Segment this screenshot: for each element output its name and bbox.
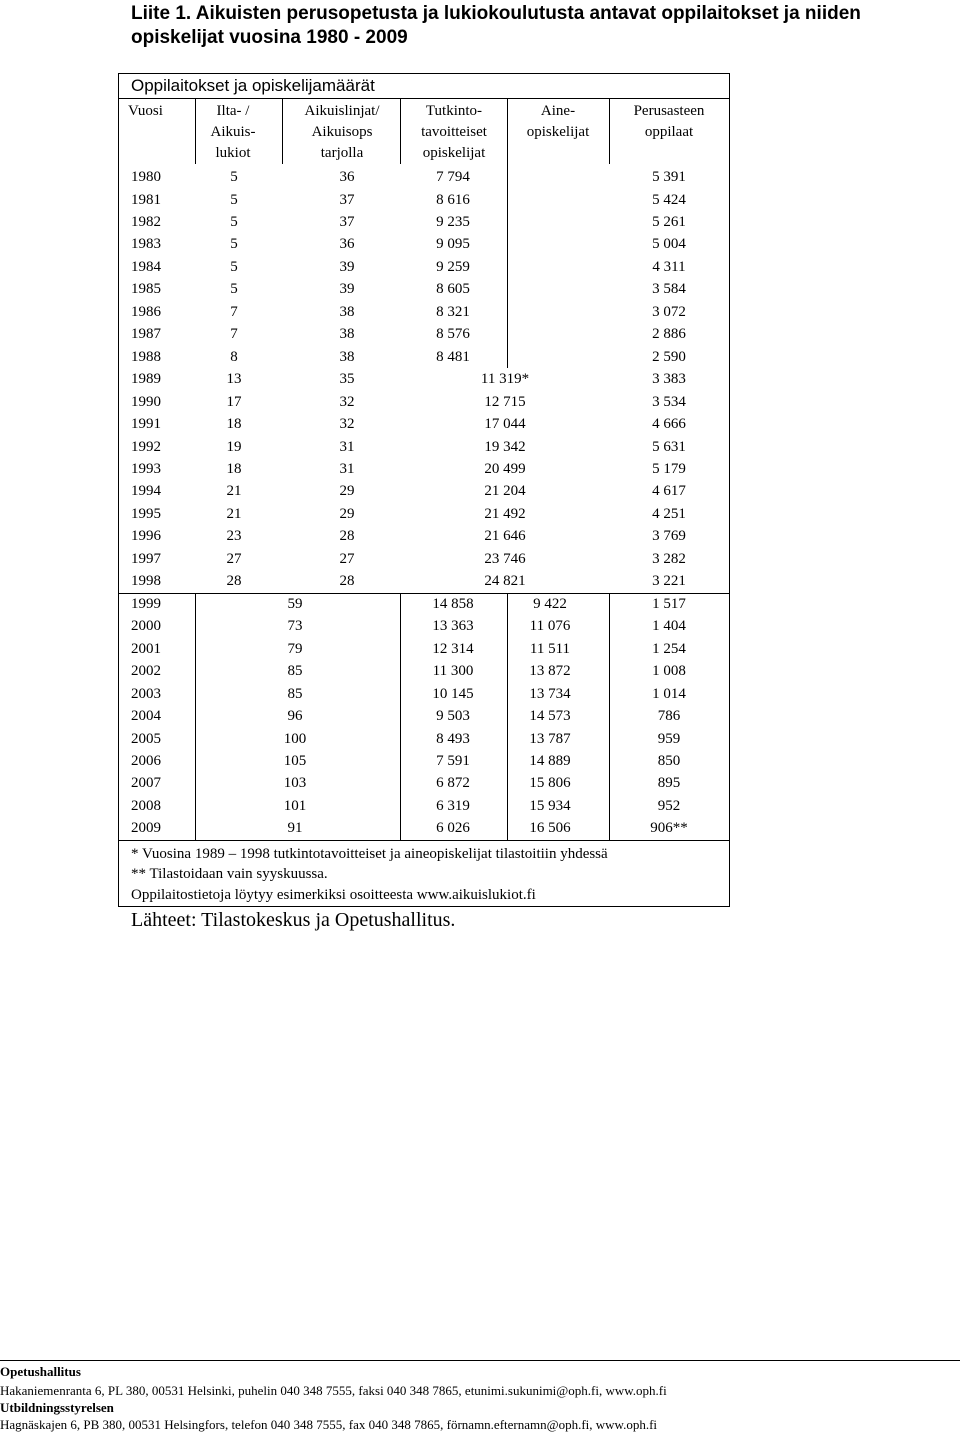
- cell-year: 1987: [131, 326, 161, 343]
- cell-aineopiskelijat: 15 934: [529, 797, 571, 814]
- cell-ilta-aikuislukiot: 27: [226, 550, 242, 567]
- cell-aikuislinjat: 31: [339, 461, 355, 477]
- cell-aikuislinjat: 38: [339, 326, 355, 343]
- cell-aineopiskelijat: 13 734: [529, 685, 571, 702]
- cell-combined-students: 21 492: [484, 505, 526, 522]
- document-title: [131, 2, 931, 50]
- cell-aikuislinjat: 29: [339, 483, 355, 500]
- cell-oppilaitokset-total: 101: [283, 797, 307, 814]
- header-tutkintotavoitteiset: Tutkinto- tavoitteiset opiskelijat: [421, 103, 487, 161]
- cell-aineopiskelijat: 13 787: [529, 730, 571, 747]
- cell-aineopiskelijat: 9 422: [533, 595, 567, 612]
- footer-address-fi: Hakaniemenranta 6, PL 380, 00531 Helsinki, puhelin 040 348 7555, faksi 040 348 7865, etunimi.sukunimi@oph.fi, www.oph.fi: [0, 1383, 667, 1398]
- footer-address-sv: Hagnäskajen 6, PB 380, 00531 Helsingfors, telefon 040 348 7555, fax 040 348 7865, förnamn.efternamn@oph.fi, www.oph.fi: [0, 1417, 658, 1432]
- cell-oppilaitokset-total: 79: [287, 640, 303, 657]
- cell-perusasteen-oppilaat: 5 261: [652, 213, 686, 230]
- cell-perusasteen-oppilaat: 850: [657, 753, 681, 769]
- cell-combined-students: 19 342: [484, 438, 526, 455]
- title-line-2: opiskelijat vuosina 1980 - 2009: [131, 27, 408, 48]
- footnote-2: ** Tilastoidaan vain syyskuussa.: [131, 866, 328, 882]
- cell-aineopiskelijat: 13 872: [529, 663, 571, 680]
- cell-tutkintotavoitteiset: 6 872: [436, 775, 470, 792]
- grid-line: [195, 593, 196, 840]
- cell-tutkintotavoitteiset: 14 858: [432, 595, 474, 612]
- sources-line: Lähteet: Tilastokeskus ja Opetushallitus.: [131, 909, 456, 931]
- cell-ilta-aikuislukiot: 5: [230, 169, 238, 185]
- cell-tutkintotavoitteiset: 6 319: [436, 797, 470, 814]
- footnote-3: Oppilaitostietoja löytyy esimerkiksi osoitteesta www.aikuislukiot.fi: [131, 887, 536, 903]
- cell-ilta-aikuislukiot: 28: [226, 573, 242, 590]
- cell-combined-students: 21 646: [484, 528, 526, 545]
- cell-perusasteen-oppilaat: 3 534: [652, 393, 686, 410]
- cell-perusasteen-oppilaat: 5 179: [652, 461, 686, 477]
- cell-ilta-aikuislukiot: 7: [230, 303, 238, 320]
- cell-perusasteen-oppilaat: 4 617: [652, 483, 686, 500]
- cell-year: 2004: [131, 708, 161, 724]
- cell-perusasteen-oppilaat: 1 517: [652, 595, 686, 612]
- cell-year: 2003: [131, 685, 161, 702]
- cell-perusasteen-oppilaat: 5 391: [652, 169, 686, 185]
- cell-aikuislinjat: 37: [339, 191, 355, 208]
- cell-tutkintotavoitteiset: 8 616: [436, 191, 470, 208]
- cell-year: 2008: [131, 797, 161, 814]
- cell-year: 2001: [131, 640, 161, 657]
- cell-perusasteen-oppilaat: 959: [657, 730, 681, 747]
- cell-aikuislinjat: 28: [339, 573, 355, 590]
- cell-tutkintotavoitteiset: 6 026: [436, 820, 470, 837]
- grid-line: [195, 98, 196, 164]
- cell-tutkintotavoitteiset: 8 605: [436, 281, 470, 298]
- footer-rule: [0, 1360, 960, 1361]
- cell-ilta-aikuislukiot: 7: [230, 326, 238, 343]
- cell-tutkintotavoitteiset: 9 095: [436, 236, 470, 253]
- grid-line: [507, 164, 508, 368]
- cell-tutkintotavoitteiset: 11 300: [432, 663, 474, 680]
- cell-year: 1994: [131, 483, 161, 500]
- cell-tutkintotavoitteiset: 8 493: [436, 730, 470, 747]
- cell-oppilaitokset-total: 103: [283, 775, 307, 792]
- cell-ilta-aikuislukiot: 18: [226, 416, 242, 433]
- cell-oppilaitokset-total: 85: [287, 685, 303, 702]
- table-caption: Oppilaitokset ja opiskelijamäärät: [131, 76, 375, 95]
- header-rule: [118, 98, 730, 99]
- cell-aikuislinjat: 31: [339, 438, 355, 455]
- cell-year: 2007: [131, 775, 161, 792]
- cell-combined-students: 23 746: [484, 550, 526, 567]
- cell-perusasteen-oppilaat: 1 014: [652, 685, 686, 702]
- cell-year: 1982: [131, 213, 161, 230]
- cell-tutkintotavoitteiset: 10 145: [432, 685, 474, 702]
- cell-year: 2009: [131, 820, 161, 837]
- cell-aikuislinjat: 39: [339, 258, 355, 275]
- cell-year: 1989: [131, 371, 161, 388]
- cell-year: 1998: [131, 573, 161, 590]
- cell-ilta-aikuislukiot: 23: [226, 528, 242, 545]
- cell-year: 1993: [131, 461, 161, 477]
- cell-aikuislinjat: 27: [339, 550, 355, 567]
- cell-year: 2000: [131, 618, 161, 635]
- cell-combined-students: 12 715: [484, 393, 526, 410]
- cell-oppilaitokset-total: 96: [287, 708, 303, 724]
- cell-aikuislinjat: 36: [339, 169, 355, 185]
- cell-perusasteen-oppilaat: 3 769: [652, 528, 686, 545]
- cell-year: 1999: [131, 595, 161, 612]
- cell-tutkintotavoitteiset: 7 591: [436, 753, 470, 769]
- footnote-rule: [118, 840, 730, 841]
- cell-oppilaitokset-total: 105: [283, 753, 307, 769]
- cell-oppilaitokset-total: 59: [287, 595, 303, 612]
- cell-ilta-aikuislukiot: 21: [226, 483, 242, 500]
- cell-ilta-aikuislukiot: 5: [230, 191, 238, 208]
- cell-ilta-aikuislukiot: 18: [226, 461, 242, 477]
- cell-perusasteen-oppilaat: 4 666: [652, 416, 686, 433]
- cell-perusasteen-oppilaat: 786: [657, 708, 681, 724]
- cell-aineopiskelijat: 11 511: [529, 640, 571, 657]
- cell-aineopiskelijat: 16 506: [529, 820, 571, 837]
- header-aineopiskelijat: Aine- opiskelijat: [526, 103, 590, 140]
- cell-tutkintotavoitteiset: 8 576: [436, 326, 470, 343]
- cell-year: 1983: [131, 236, 161, 253]
- cell-year: 1986: [131, 303, 161, 320]
- cell-perusasteen-oppilaat: 5 631: [652, 438, 686, 455]
- cell-combined-students: 21 204: [484, 483, 526, 500]
- cell-combined-students: 24 821: [484, 573, 526, 590]
- cell-aikuislinjat: 32: [339, 393, 355, 410]
- cell-perusasteen-oppilaat: 3 072: [652, 303, 686, 320]
- cell-ilta-aikuislukiot: 21: [226, 505, 242, 522]
- cell-perusasteen-oppilaat: 4 311: [652, 258, 686, 275]
- cell-ilta-aikuislukiot: 5: [230, 281, 238, 298]
- cell-oppilaitokset-total: 85: [287, 663, 303, 680]
- cell-year: 1997: [131, 550, 161, 567]
- cell-aikuislinjat: 35: [339, 371, 355, 388]
- title-line-1: Liite 1. Aikuisten perusopetusta ja lukiokoulutusta antavat oppilaitokset ja niiden: [131, 3, 861, 24]
- cell-ilta-aikuislukiot: 5: [230, 236, 238, 253]
- footer-org-sv: Utbildningsstyrelsen: [0, 1400, 114, 1415]
- cell-year: 1980: [131, 169, 161, 185]
- cell-aineopiskelijat: 14 573: [529, 708, 571, 724]
- cell-year: 2002: [131, 663, 161, 680]
- cell-aikuislinjat: 29: [339, 505, 355, 522]
- cell-tutkintotavoitteiset: 9 235: [436, 213, 470, 230]
- cell-aineopiskelijat: 11 076: [529, 618, 571, 635]
- cell-ilta-aikuislukiot: 19: [226, 438, 242, 455]
- grid-line: [400, 98, 401, 164]
- cell-combined-students: 11 319*: [480, 371, 530, 388]
- cell-combined-students: 17 044: [484, 416, 526, 433]
- header-vuosi: Vuosi: [128, 103, 163, 119]
- cell-tutkintotavoitteiset: 8 321: [436, 303, 470, 320]
- cell-perusasteen-oppilaat: 895: [657, 775, 681, 792]
- cell-year: 1991: [131, 416, 161, 433]
- cell-year: 1981: [131, 191, 161, 208]
- cell-oppilaitokset-total: 100: [283, 730, 307, 747]
- cell-aikuislinjat: 39: [339, 281, 355, 298]
- cell-year: 1990: [131, 393, 161, 410]
- cell-year: 1984: [131, 258, 161, 275]
- grid-line: [507, 98, 508, 164]
- cell-aikuislinjat: 36: [339, 236, 355, 253]
- cell-year: 2005: [131, 730, 161, 747]
- cell-perusasteen-oppilaat: 5 004: [652, 236, 686, 253]
- cell-aineopiskelijat: 14 889: [529, 753, 571, 769]
- cell-perusasteen-oppilaat: 906**: [650, 820, 688, 837]
- cell-tutkintotavoitteiset: 8 481: [436, 348, 470, 365]
- cell-aikuislinjat: 28: [339, 528, 355, 545]
- cell-year: 1992: [131, 438, 161, 455]
- cell-perusasteen-oppilaat: 2 590: [652, 348, 686, 365]
- cell-perusasteen-oppilaat: 3 221: [652, 573, 686, 590]
- cell-tutkintotavoitteiset: 9 259: [436, 258, 470, 275]
- cell-year: 1995: [131, 505, 161, 522]
- cell-combined-students: 20 499: [484, 461, 526, 477]
- header-perusasteen-oppilaat: Perusasteen oppilaat: [633, 103, 705, 140]
- footer-org-fi: Opetushallitus: [0, 1364, 81, 1379]
- cell-ilta-aikuislukiot: 5: [230, 258, 238, 275]
- header-ilta-aikuislukiot: Ilta- / Aikuis- lukiot: [210, 103, 256, 161]
- cell-year: 1985: [131, 281, 161, 298]
- cell-perusasteen-oppilaat: 1 404: [652, 618, 686, 635]
- cell-perusasteen-oppilaat: 2 886: [652, 326, 686, 343]
- cell-perusasteen-oppilaat: 1 008: [652, 663, 686, 680]
- cell-oppilaitokset-total: 91: [287, 820, 303, 837]
- header-aikuislinjat: Aikuislinjat/ Aikuisops tarjolla: [304, 103, 380, 161]
- cell-year: 2006: [131, 753, 161, 769]
- cell-tutkintotavoitteiset: 9 503: [436, 708, 470, 724]
- cell-aikuislinjat: 38: [339, 303, 355, 320]
- cell-tutkintotavoitteiset: 7 794: [436, 169, 470, 185]
- cell-perusasteen-oppilaat: 1 254: [652, 640, 686, 657]
- cell-aineopiskelijat: 15 806: [529, 775, 571, 792]
- cell-ilta-aikuislukiot: 5: [230, 213, 238, 230]
- cell-aikuislinjat: 38: [339, 348, 355, 365]
- cell-perusasteen-oppilaat: 4 251: [652, 505, 686, 522]
- cell-perusasteen-oppilaat: 3 584: [652, 281, 686, 298]
- cell-perusasteen-oppilaat: 3 282: [652, 550, 686, 567]
- cell-ilta-aikuislukiot: 13: [226, 371, 242, 388]
- cell-perusasteen-oppilaat: 3 383: [652, 371, 686, 388]
- footnote-1: * Vuosina 1989 – 1998 tutkintotavoitteiset ja aineopiskelijat tilastoitiin yhdessä: [131, 846, 608, 862]
- cell-perusasteen-oppilaat: 952: [657, 797, 681, 814]
- cell-aikuislinjat: 32: [339, 416, 355, 433]
- grid-line: [282, 98, 283, 164]
- cell-year: 1988: [131, 348, 161, 365]
- cell-ilta-aikuislukiot: 8: [230, 348, 238, 365]
- cell-ilta-aikuislukiot: 17: [226, 393, 242, 410]
- grid-line: [609, 98, 610, 164]
- cell-tutkintotavoitteiset: 12 314: [432, 640, 474, 657]
- cell-year: 1996: [131, 528, 161, 545]
- cell-tutkintotavoitteiset: 13 363: [432, 618, 474, 635]
- cell-perusasteen-oppilaat: 5 424: [652, 191, 686, 208]
- cell-oppilaitokset-total: 73: [287, 618, 303, 635]
- cell-aikuislinjat: 37: [339, 213, 355, 230]
